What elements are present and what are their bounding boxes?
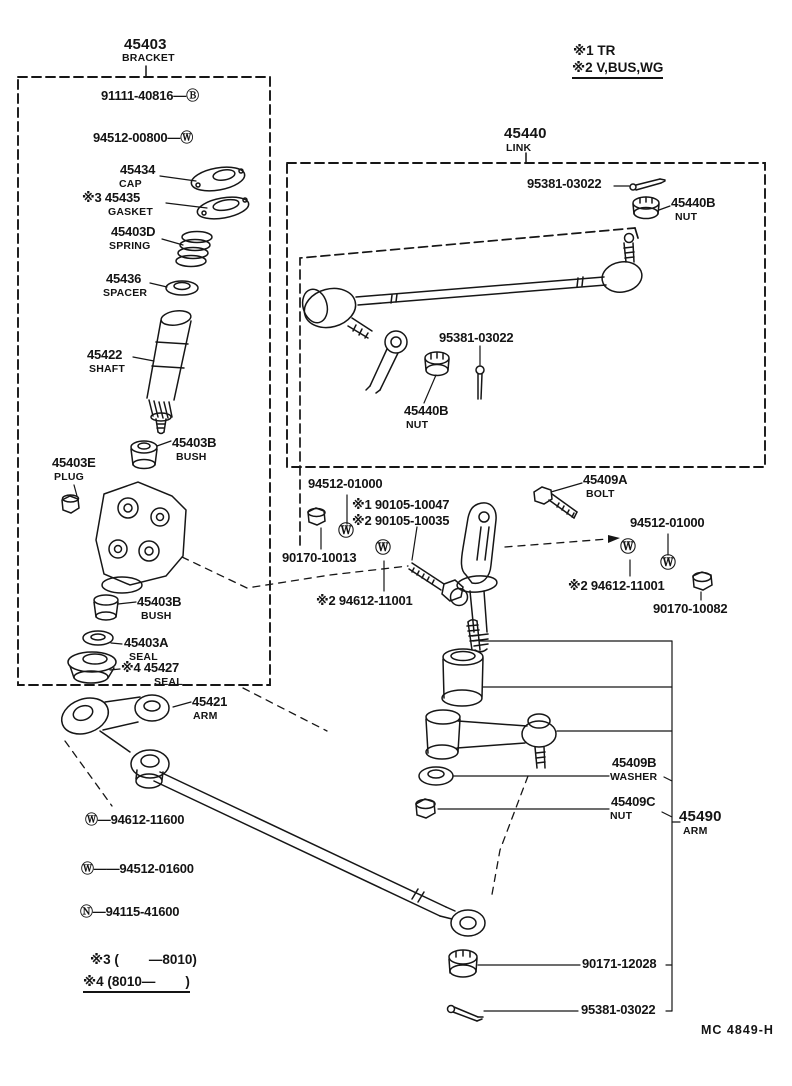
footnote-3-date-range: ※3 ( —8010) xyxy=(90,952,197,967)
caption-45409b: WASHER xyxy=(610,771,658,783)
caption-45403b-lower: BUSH xyxy=(141,610,172,622)
label-45409a: 45409A xyxy=(583,472,628,487)
label-90105-10035: ※2 90105-10035 xyxy=(352,513,450,528)
caption-45403e: PLUG xyxy=(54,471,84,483)
label-94115-41600: Ⓝ—94115-41600 xyxy=(80,904,180,919)
label-45490: 45490 xyxy=(679,808,722,825)
label-95381-top: 95381-03022 xyxy=(527,176,602,191)
label-45434: 45434 xyxy=(120,162,156,177)
caption-45409a: BOLT xyxy=(586,488,615,500)
label-45435: ※3 45435 xyxy=(82,190,141,205)
label-45409c: 45409C xyxy=(611,794,656,809)
washer-mark-icon-4: Ⓦ xyxy=(660,555,677,572)
label-45403e: 45403E xyxy=(52,455,96,470)
label-45403b-lower: 45403B xyxy=(137,594,182,609)
label-45440b-upper: 45440B xyxy=(671,195,716,210)
footnote-2-v-bus-wg: ※2 V,BUS,WG xyxy=(572,61,663,79)
footnote-1-tr: ※1 TR xyxy=(573,43,616,58)
caption-45403d: SPRING xyxy=(109,240,151,252)
label-45403: 45403 xyxy=(124,36,167,53)
label-91111-40816: 91111-40816—Ⓑ xyxy=(101,88,199,103)
label-90105-10047: ※1 90105-10047 xyxy=(352,497,450,512)
label-45403d: 45403D xyxy=(111,224,156,239)
label-45440: 45440 xyxy=(504,125,547,142)
caption-45440: LINK xyxy=(506,142,532,154)
caption-45436: SPACER xyxy=(103,287,148,299)
label-90170-10013: 90170-10013 xyxy=(282,550,357,565)
washer-mark-icon-3: Ⓦ xyxy=(620,539,637,556)
washer-mark-icon-2: Ⓦ xyxy=(375,540,392,557)
label-45436: 45436 xyxy=(106,271,142,286)
leader-arrowhead xyxy=(608,535,620,543)
caption-45434: CAP xyxy=(119,178,142,190)
caption-45435: GASKET xyxy=(108,206,153,218)
caption-45403a: SEAL xyxy=(129,651,158,663)
label-90170-10082: 90170-10082 xyxy=(653,601,728,616)
caption-45440b-upper: NUT xyxy=(675,211,698,223)
washer-mark-icon-1: Ⓦ xyxy=(338,523,355,540)
caption-45440b-lower: NUT xyxy=(406,419,429,431)
label-94612-11001-left: ※2 94612-11001 xyxy=(316,593,413,608)
label-94512-01000-left: 94512-01000 xyxy=(308,476,383,491)
caption-45409c: NUT xyxy=(610,810,633,822)
caption-45422: SHAFT xyxy=(89,363,125,375)
label-45403b-upper: 45403B xyxy=(172,435,217,450)
label-45440b-lower: 45440B xyxy=(404,403,449,418)
doc-code: MC 4849-H xyxy=(701,1023,774,1037)
link-inner-dash xyxy=(300,228,635,545)
label-90171-12028: 90171-12028 xyxy=(582,956,657,971)
caption-45427: SEAL xyxy=(154,676,183,688)
caption-45421: ARM xyxy=(193,710,218,722)
label-95381-bottom: 95381-03022 xyxy=(581,1002,656,1017)
caption-45490: ARM xyxy=(683,825,708,837)
caption-45403b-upper: BUSH xyxy=(176,451,207,463)
label-45427: ※4 45427 xyxy=(121,660,180,675)
label-45409b: 45409B xyxy=(612,755,657,770)
footnote-4-date-range: ※4 (8010— ) xyxy=(83,975,190,993)
label-94612-11600: Ⓦ—94612-11600 xyxy=(85,812,185,827)
label-94512-01600: Ⓦ——94512-01600 xyxy=(81,861,194,876)
caption-45403: BRACKET xyxy=(122,52,175,64)
label-45421: 45421 xyxy=(192,694,228,709)
label-94612-11001-right: ※2 94612-11001 xyxy=(568,578,665,593)
label-94512-00800: 94512-00800—Ⓦ xyxy=(93,130,194,145)
label-45422: 45422 xyxy=(87,347,123,362)
label-95381-mid: 95381-03022 xyxy=(439,330,514,345)
label-94512-01000-right: 94512-01000 xyxy=(630,515,705,530)
label-45403a: 45403A xyxy=(124,635,169,650)
